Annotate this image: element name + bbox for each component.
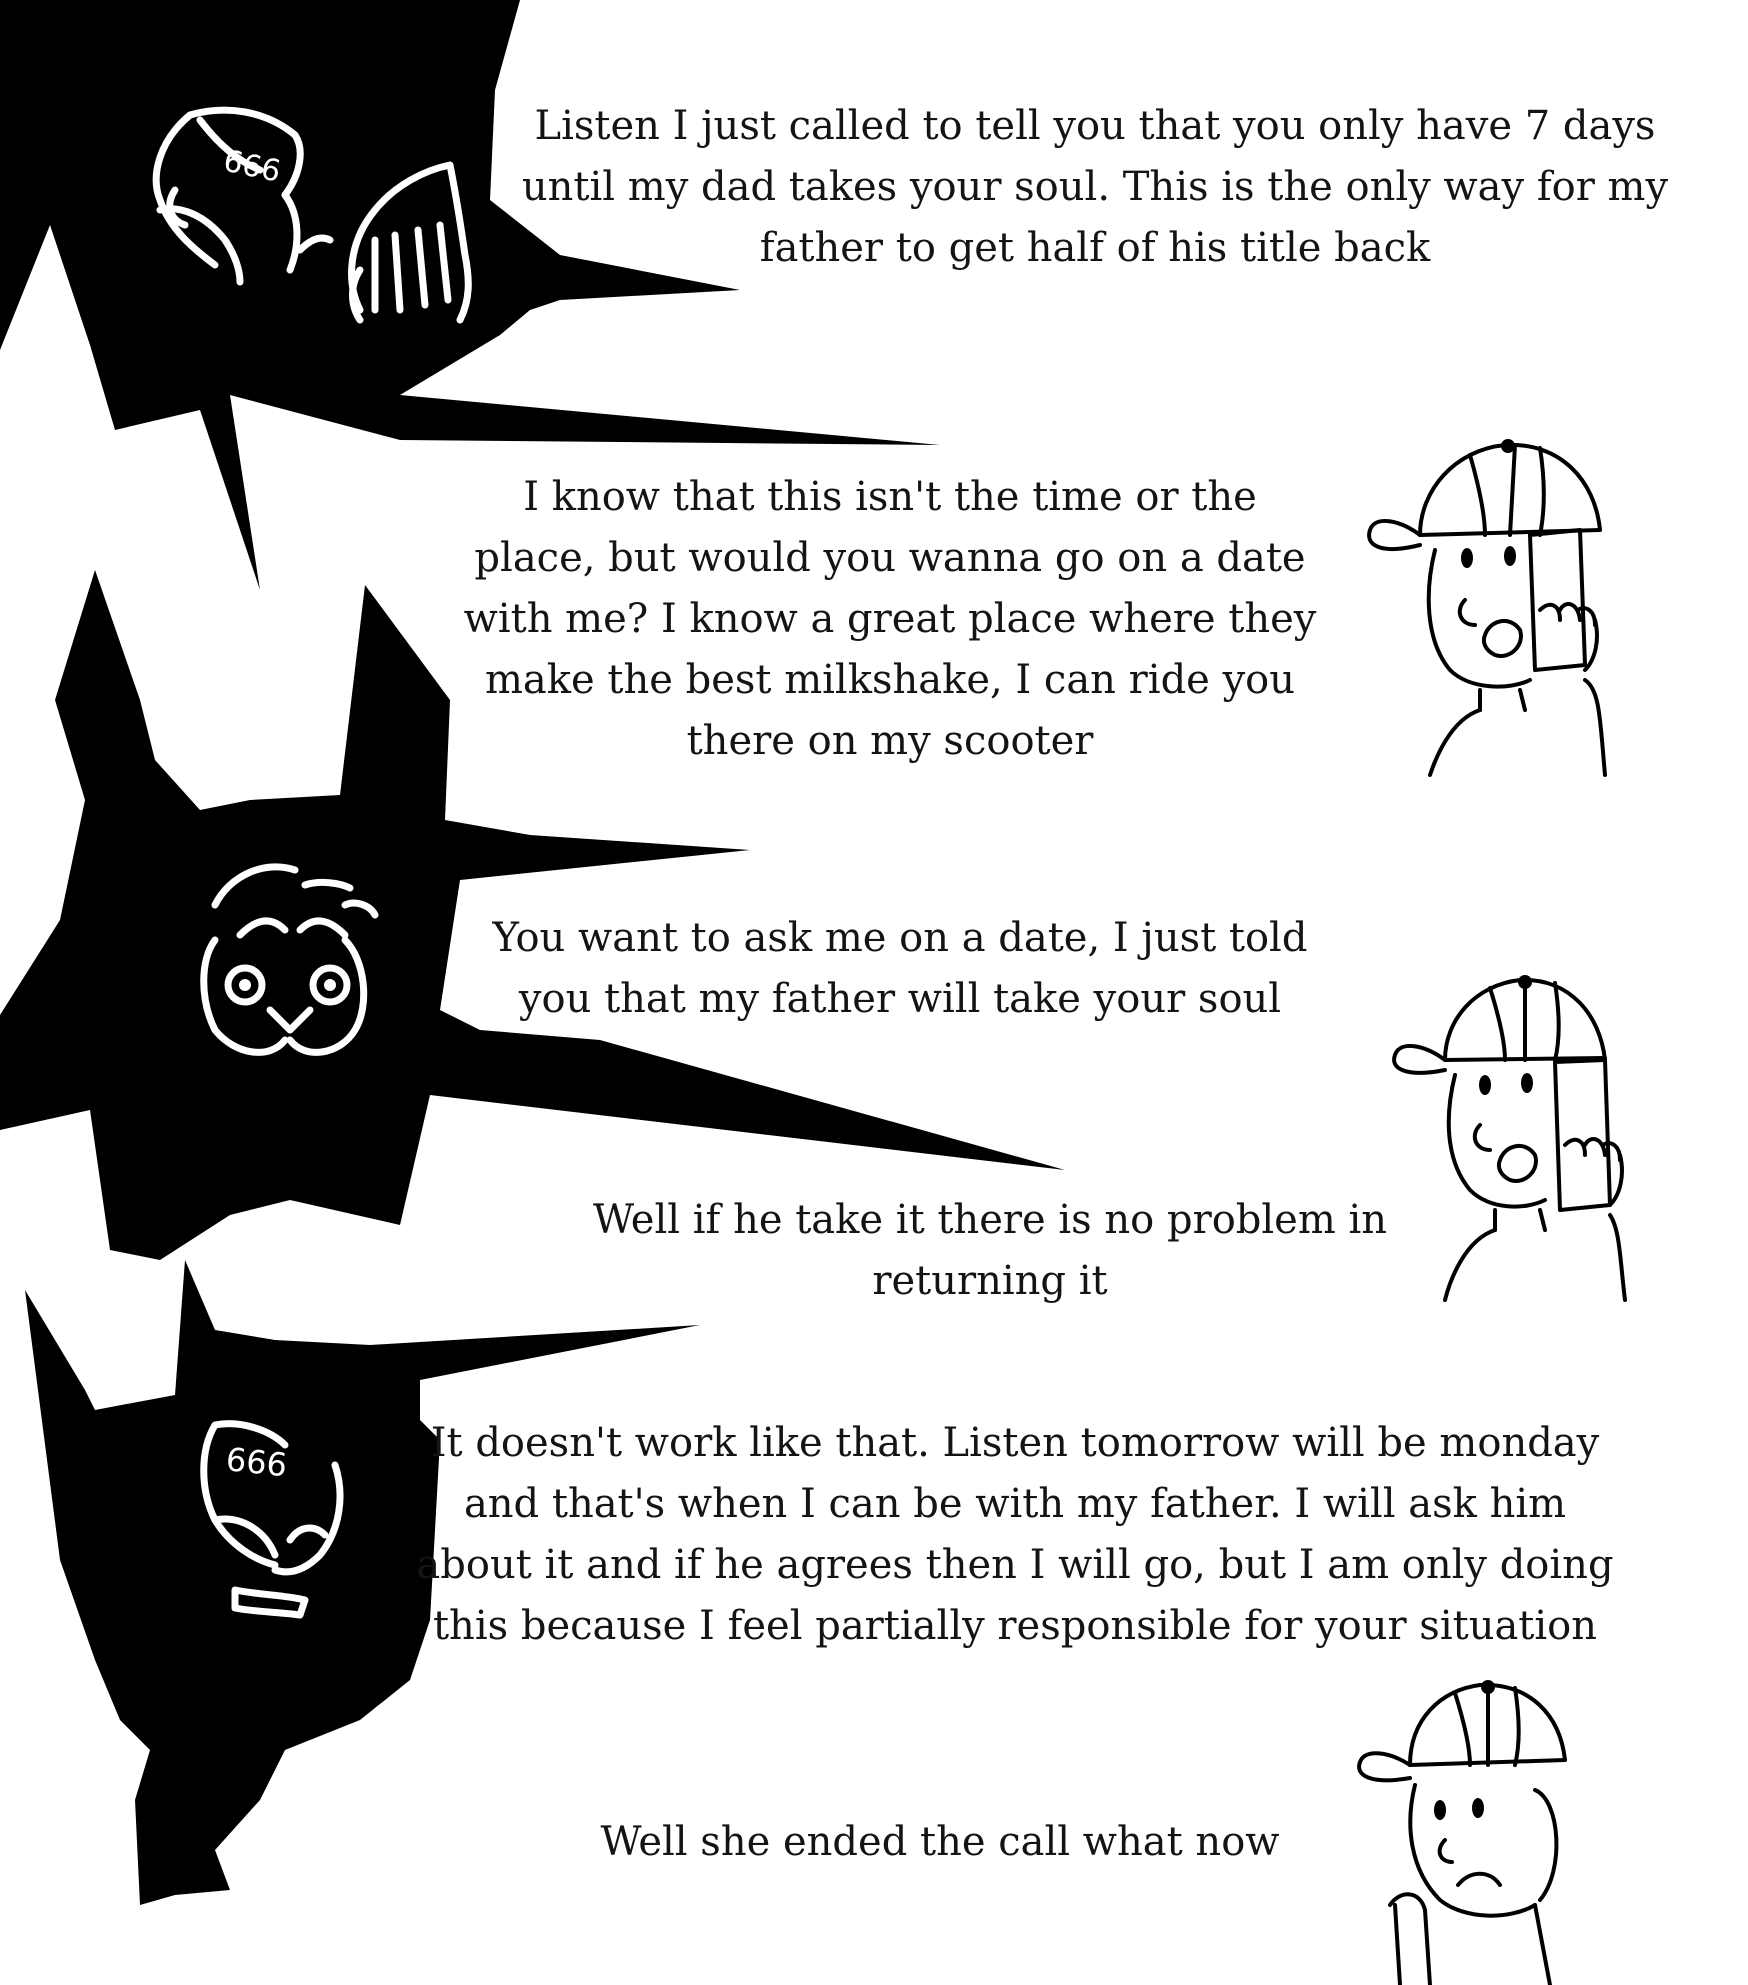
- svg-text:666: 666: [220, 143, 284, 190]
- dialogue-5-line-3: about it and if he agrees then I will go, but I am only doing: [416, 1542, 1614, 1588]
- dialogue-6: [560, 1812, 1320, 1873]
- dialogue-1: [505, 96, 1685, 279]
- dialogue-2-line-5: there on my scooter: [686, 718, 1094, 764]
- boy-figure-3: [1359, 1680, 1565, 1985]
- dialogue-1-line-1: Listen I just called to tell you that you only have 7 days: [534, 103, 1656, 149]
- dialogue-4-line-2: returning it: [872, 1258, 1108, 1304]
- dialogue-3: [480, 908, 1320, 1030]
- dialogue-1-line-3: father to get half of his title back: [759, 225, 1431, 271]
- dialogue-2-line-1: I know that this isn't the time or the: [523, 474, 1257, 520]
- dialogue-3-line-1: You want to ask me on a date, I just told: [492, 915, 1308, 961]
- dialogue-4-line-1: Well if he take it there is no problem in: [592, 1197, 1388, 1243]
- dialogue-3-line-2: you that my father will take your soul: [518, 976, 1282, 1022]
- dialogue-2-line-2: place, but would you wanna go on a date: [474, 535, 1306, 581]
- dialogue-5-line-2: and that's when I can be with my father. I will ask him: [463, 1481, 1567, 1527]
- boy-figure-2: [1394, 975, 1625, 1300]
- dialogue-5: [405, 1413, 1625, 1657]
- dialogue-2-line-4: make the best milkshake, I can ride you: [484, 657, 1296, 703]
- dialogue-2: [440, 467, 1340, 772]
- dialogue-2-line-3: with me? I know a great place where they: [463, 596, 1317, 642]
- dialogue-1-line-2: until my dad takes your soul. This is the only way for my: [521, 164, 1669, 210]
- boy-figure-1: [1369, 439, 1605, 775]
- dialogue-5-line-4: this because I feel partially responsible for your situation: [432, 1603, 1598, 1649]
- svg-text:666: 666: [224, 1440, 289, 1485]
- dialogue-5-line-1: It doesn't work like that. Listen tomorrow will be monday: [430, 1420, 1600, 1466]
- dialogue-6-line-1: Well she ended the call what now: [600, 1819, 1280, 1865]
- dialogue-4: [560, 1190, 1420, 1312]
